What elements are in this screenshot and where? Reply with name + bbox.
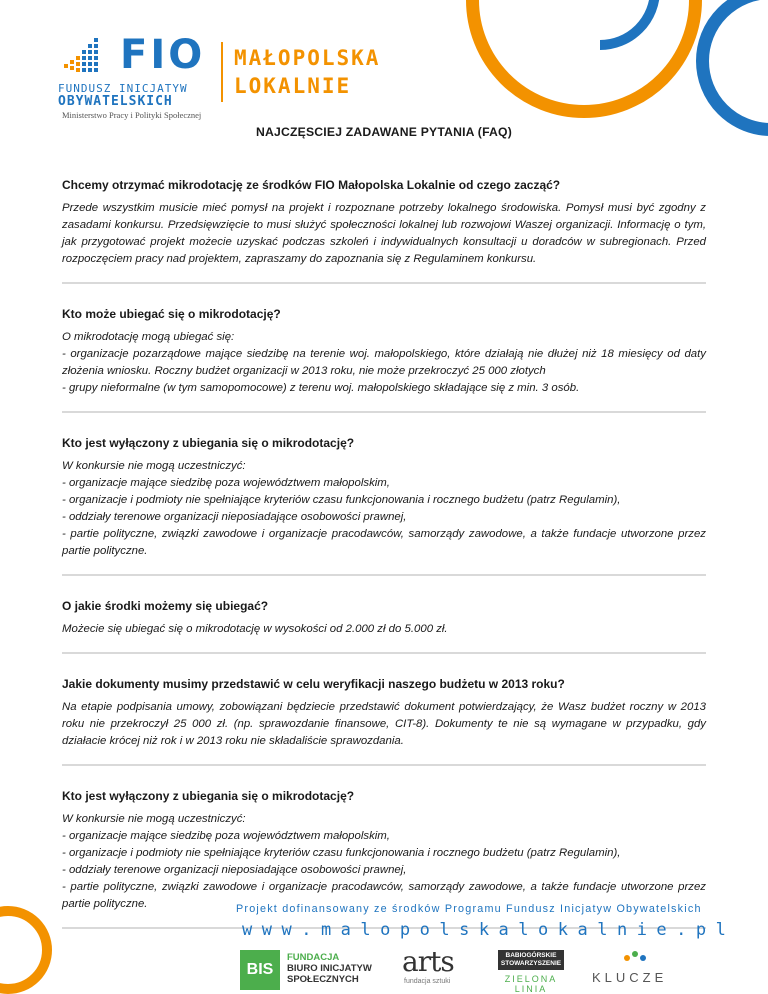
bis-name (287, 952, 372, 985)
faq-question: Chcemy otrzymać mikrodotację ze środków FIO Małopolska Lokalnie od czego zacząć? (62, 178, 561, 192)
faq-answer-line: W konkursie nie mogą uczestniczyć: (62, 813, 246, 825)
page-title: NAJCZĘSCIEJ ZADAWANE PYTANIA (FAQ) (256, 125, 512, 139)
faq-answer-line: - oddziały terenowe organizacji nieposiadające osobowości prawnej, (62, 511, 407, 523)
faq-answer (62, 458, 706, 560)
faq-answer-line: O mikrodotację mogą ubiegać się: (62, 331, 235, 343)
arts-logo: arts (402, 945, 454, 978)
zielona-linia-logo (498, 950, 564, 994)
faq-answer (62, 621, 706, 638)
faq-item (62, 177, 706, 284)
zl-line1: BABIOGÓRSKIE (505, 952, 557, 959)
faq-question: Kto może ubiegać się o mikrodotację? (62, 307, 281, 321)
fio-dots-icon (64, 38, 110, 72)
faq-answer (62, 699, 706, 750)
faq-answer (62, 811, 706, 913)
zl-header (498, 950, 564, 970)
faq-answer-line: - organizacje mające siedzibę poza województwem małopolskim, (62, 477, 390, 489)
faq-answer-line: - oddziały terenowe organizacji nieposiadające osobowości prawnej, (62, 864, 407, 876)
faq-answer-line: - organizacje pozarządowe mające siedzibę na terenie woj. małopolskiego, które działają nie dłużej niż 18 miesięcy od daty złożenia wniosku. Roczny budżet organizacji w 2013 roku, nie może przekroczyć 25 000 złotych (62, 348, 706, 377)
faq-answer-line: - organizacje i podmioty nie spełniające kryteriów czasu funkcjonowania i rocznego budżetu (patrz Regulamin), (62, 494, 621, 506)
faq-item (62, 435, 706, 576)
faq-answer-line: - partie polityczne, związki zawodowe i organizacje pracodawców, samorządy zawodowe, a także fundacje utworzone przez partie polityczne. (62, 881, 706, 910)
header-logos (58, 32, 458, 122)
faq-question: Kto jest wyłączony z ubiegania się o mikrodotację? (62, 436, 355, 450)
faq-item (62, 306, 706, 413)
faq-question: Jakie dokumenty musimy przedstawić w celu weryfikacji naszego budżetu w 2013 roku? (62, 677, 565, 691)
zl-line4: LINIA (514, 984, 548, 994)
bis-name-line3: SPOŁECZNYCH (287, 974, 359, 985)
faq-question: Kto jest wyłączony z ubiegania się o mikrodotację? (62, 789, 355, 803)
faq-answer-line: Możecie się ubiegać się o mikrodotację w wysokości od 2.000 zł do 5.000 zł. (62, 623, 448, 635)
bis-logo: BIS (240, 950, 280, 990)
decorative-blue-arc (540, 0, 660, 50)
bis-name-line2: BIURO INICJATYW (287, 963, 372, 974)
website-link[interactable]: www.malopolskalokalnie.pl (242, 920, 736, 940)
bis-name-line1: FUNDACJA (287, 952, 340, 963)
faq-item (62, 598, 706, 654)
program-logo-line1: MAŁOPOLSKA (234, 46, 381, 70)
fio-name-line2: OBYWATELSKICH (58, 94, 173, 109)
decorative-orange-ring (466, 0, 702, 118)
faq-answer-line: - partie polityczne, związki zawodowe i organizacje pracodawców, samorządy zawodowe, a także fundacje utworzone przez partie polityczne. (62, 528, 706, 557)
faq-question: O jakie środki możemy się ubiegać? (62, 599, 269, 613)
zl-line2: STOWARZYSZENIE (500, 960, 562, 967)
funding-note: Projekt dofinansowany ze środków Programu Fundusz Inicjatyw Obywatelskich (236, 903, 702, 915)
fio-logo: FIO (120, 32, 206, 78)
program-logo-line2: LOKALNIE (234, 74, 352, 98)
faq-list (62, 177, 706, 929)
ministry-label: Ministerstwo Pracy i Polityki Społecznej (62, 110, 202, 120)
arts-subtitle: fundacja sztuki (404, 978, 451, 985)
faq-answer-line: - organizacje i podmioty nie spełniające kryteriów czasu funkcjonowania i rocznego budżetu (patrz Regulamin), (62, 847, 621, 859)
header-separator (221, 42, 223, 102)
faq-answer-line: W konkursie nie mogą uczestniczyć: (62, 460, 246, 472)
footer (0, 900, 768, 994)
zl-line3: ZIELONA (504, 974, 558, 984)
faq-item (62, 676, 706, 766)
faq-answer-line: Na etapie podpisania umowy, zobowiązani będziecie przedstawić dokument potwierdzający, że Wasz budżet roczny w 2013 roku nie przekroczył 25 000 zł. (np. sprawozdanie finansowe, CIT-8). Dokumenty te nie są wymagane w przypadku, gdy działacie krócej niż rok i w 2013 roku nie składaliście sprawozdania. (62, 701, 706, 747)
faq-answer-line: - grupy nieformalne (w tym samopomocowe) z terenu woj. małopolskiego składające się z min. 3 osób. (62, 382, 580, 394)
fio-name-line1: FUNDUSZ INICJATYW (58, 82, 188, 95)
klucze-logo: KLUCZE (592, 970, 668, 985)
faq-answer (62, 200, 706, 268)
faq-answer (62, 329, 706, 397)
faq-answer-line: - organizacje mające siedzibę poza województwem małopolskim, (62, 830, 390, 842)
klucze-keys-icon (622, 948, 648, 968)
decorative-blue-ring (696, 0, 768, 136)
faq-answer-line: Przede wszystkim musicie mieć pomysł na projekt i rozpoznane potrzeby lokalnego środowiska. Pomysł musi być zgodny z zasadami konkursu. Przedsięwzięcie to musi służyć społeczności lokalnej lub rozwojowi Waszej organizacji. Informację o tym, jak przygotować projekt możecie uzyskać podczas szkoleń i indywidualnych konsultacji u doradców w subregionach. Przed rozpoczęciem pracy nad projektem, zapraszamy do zapoznania się z Regulaminem konkursu. (62, 202, 706, 265)
